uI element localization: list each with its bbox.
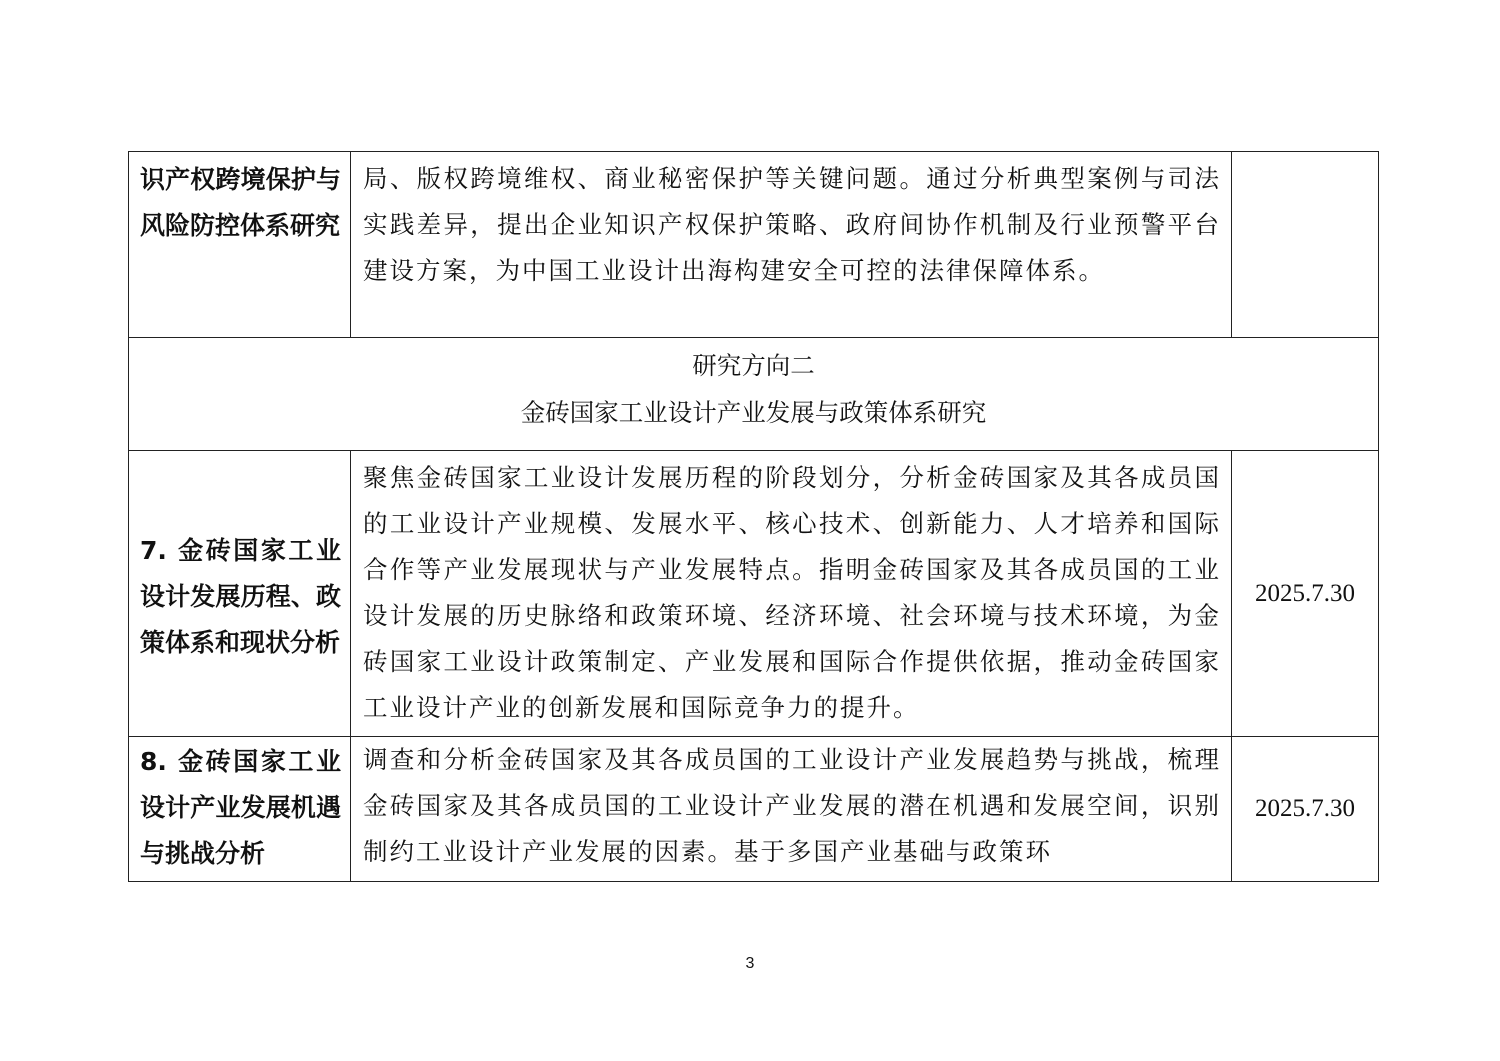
topic-title: 8. 金砖国家工业设计产业发展机遇与挑战分析 [129, 737, 351, 882]
topic-description: 调查和分析金砖国家及其各成员国的工业设计产业发展趋势与挑战，梳理金砖国家及其各成员国的工业设计产业发展的潜在机遇和发展空间，识别制约工业设计产业发展的因素。基于多国产业基础与政策环 [351, 737, 1232, 882]
research-topics-table [128, 151, 1379, 882]
section-label: 研究方向二 [692, 351, 815, 380]
topic-date: 2025.7.30 [1232, 737, 1379, 882]
section-header-row [129, 338, 1379, 451]
table-row [129, 737, 1379, 882]
topic-title: 7. 金砖国家工业设计发展历程、政策体系和现状分析 [129, 451, 351, 737]
topic-date: 2025.7.30 [1232, 451, 1379, 737]
page-number: 3 [745, 955, 755, 972]
table-row [129, 451, 1379, 737]
topic-description: 局、版权跨境维权、商业秘密保护等关键问题。通过分析典型案例与司法实践差异，提出企业知识产权保护策略、政府间协作机制及行业预警平台建设方案，为中国工业设计出海构建安全可控的法律保障体系。 [351, 152, 1232, 338]
section-title: 金砖国家工业设计产业发展与政策体系研究 [520, 398, 987, 427]
section-header [129, 338, 1379, 451]
topic-description: 聚焦金砖国家工业设计发展历程的阶段划分，分析金砖国家及其各成员国的工业设计产业规模、发展水平、核心技术、创新能力、人才培养和国际合作等产业发展现状与产业发展特点。指明金砖国家及其各成员国的工业设计发展的历史脉络和政策环境、经济环境、社会环境与技术环境，为金砖国家工业设计政策制定、产业发展和国际合作提供依据，推动金砖国家工业设计产业的创新发展和国际竞争力的提升。 [351, 451, 1232, 737]
topic-title: 识产权跨境保护与风险防控体系研究 [129, 152, 351, 338]
table-row [129, 152, 1379, 338]
topic-date [1232, 152, 1379, 338]
